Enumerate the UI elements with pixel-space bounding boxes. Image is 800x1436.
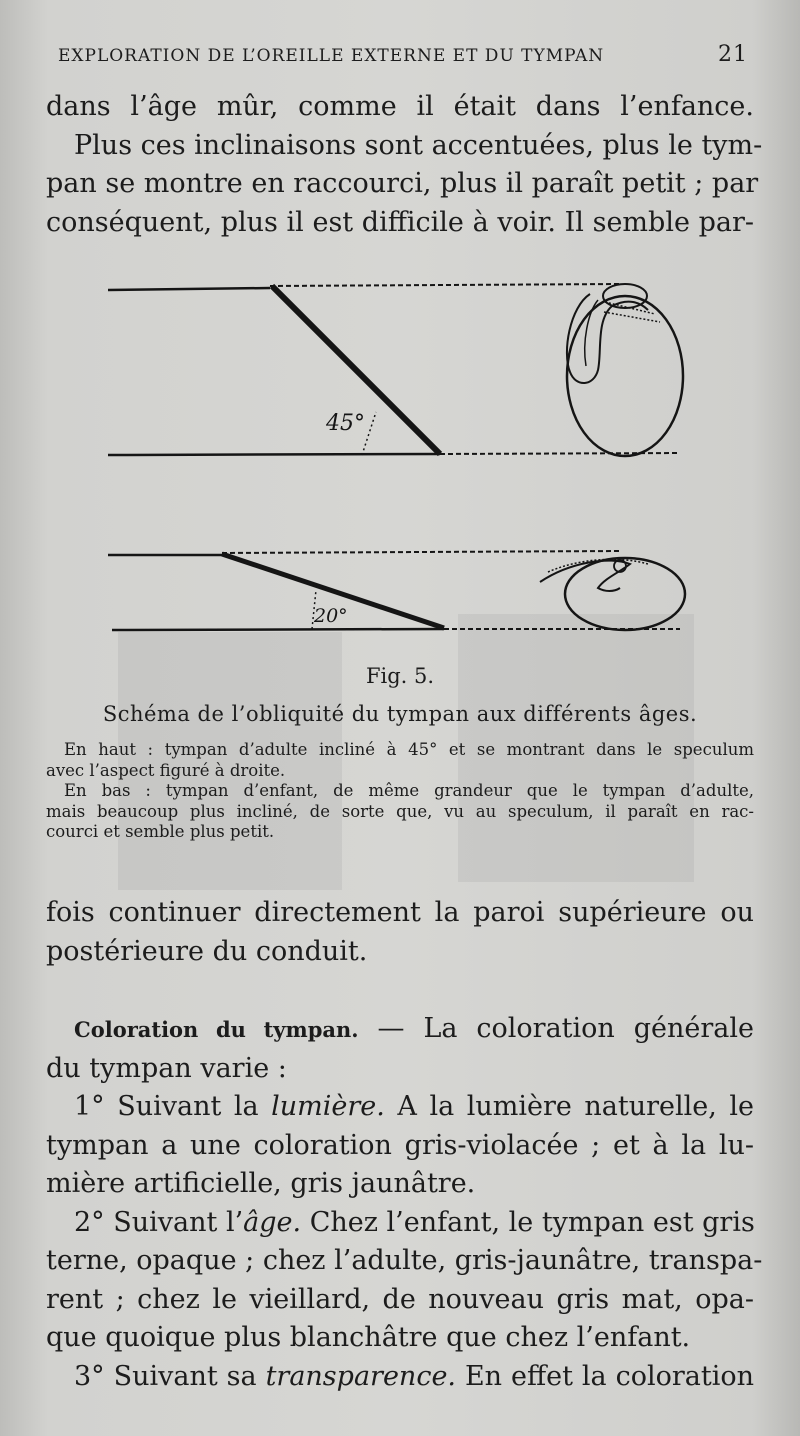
section-heading: Coloration du tympan.	[74, 1017, 359, 1042]
text-fragment: Chez l’enfant, le tympan est gris	[301, 1206, 755, 1238]
text-line: mière artificielle, gris jaunâtre.	[46, 1168, 476, 1199]
text-line: que quoique plus blanchâtre que chez l’enfant.	[46, 1322, 691, 1353]
figure-5-diagram	[100, 272, 700, 642]
lower-horizontal-bottom	[112, 629, 444, 630]
text-line	[46, 1358, 754, 1397]
figure-number: Fig. 5.	[365, 664, 435, 688]
text-line: fois continuer directement la paroi supérieure ou	[46, 897, 754, 928]
item-prefix: 3° Suivant sa	[74, 1360, 266, 1392]
heading-dash: —	[358, 1013, 424, 1044]
text-line: conséquent, plus il est difficile à voir. Il semble par-	[46, 206, 754, 238]
paragraph-continued	[46, 894, 754, 971]
figure-title: Schéma de l’obliquité du tympan aux différents âges.	[102, 702, 698, 726]
text-line: pan se montre en raccourci, plus il paraît petit ; par	[46, 168, 759, 199]
text-line: tympan a une coloration gris-violacée ; et à la lu-	[46, 1129, 754, 1161]
item-keyword: transparence.	[265, 1360, 456, 1392]
running-head	[58, 42, 748, 72]
upper-horizontal-bottom	[108, 454, 440, 455]
text-line: du tympan varie :	[46, 1052, 287, 1084]
angle-label-45: 45°	[326, 411, 365, 436]
text-fragment: En effet la coloration	[456, 1360, 754, 1392]
legend-line: En bas : tympan d’enfant, de même grandeur que le tympan d’adulte,	[64, 781, 754, 800]
text-line: rent ; chez le vieillard, de nouveau gris mat, opa-	[46, 1283, 754, 1315]
item-prefix: 2° Suivant l’	[74, 1206, 244, 1238]
adult-eardrum-view	[567, 296, 683, 456]
figure-legend	[46, 740, 754, 843]
text-fragment: La coloration générale	[423, 1013, 754, 1044]
upper-horizontal-top	[108, 288, 270, 290]
section-coloration	[46, 1010, 763, 1396]
text-line: dans l’âge mûr, comme il était dans l’enfance.	[46, 91, 754, 122]
text-line: terne, opaque ; chez l’adulte, gris-jaunâtre, transpa-	[46, 1245, 763, 1276]
legend-line: En haut : tympan d’adulte incliné à 45° et se montrant dans le speculum	[64, 740, 754, 759]
text-line	[46, 1088, 754, 1127]
text-line	[46, 1010, 754, 1050]
text-line	[46, 1204, 754, 1243]
angle-label-20: 20°	[314, 605, 348, 627]
lower-dashed-top	[222, 551, 620, 553]
page-number: 21	[718, 42, 748, 67]
legend-line: mais beaucoup plus incliné, de sorte que, vu au speculum, il paraît en rac-	[46, 801, 754, 821]
item-prefix: 1° Suivant la	[74, 1091, 272, 1122]
child-malleus	[540, 561, 630, 591]
upper-dashed-top	[270, 284, 620, 286]
running-title: EXPLORATION DE L’OREILLE EXTERNE ET DU TYMPAN	[58, 46, 605, 66]
text-line: postérieure du conduit.	[46, 935, 368, 967]
legend-line: avec l’aspect figuré à droite.	[46, 760, 286, 780]
upper-dashed-bottom	[440, 453, 680, 454]
legend-line: courci et semble plus petit.	[46, 822, 275, 841]
text-line: Plus ces inclinaisons sont accentuées, plus le tym-	[74, 129, 763, 161]
item-keyword: lumière.	[271, 1091, 385, 1122]
text-fragment: A la lumière naturelle, le	[384, 1091, 754, 1122]
paragraph-top	[46, 88, 763, 242]
item-keyword: âge.	[243, 1206, 302, 1238]
